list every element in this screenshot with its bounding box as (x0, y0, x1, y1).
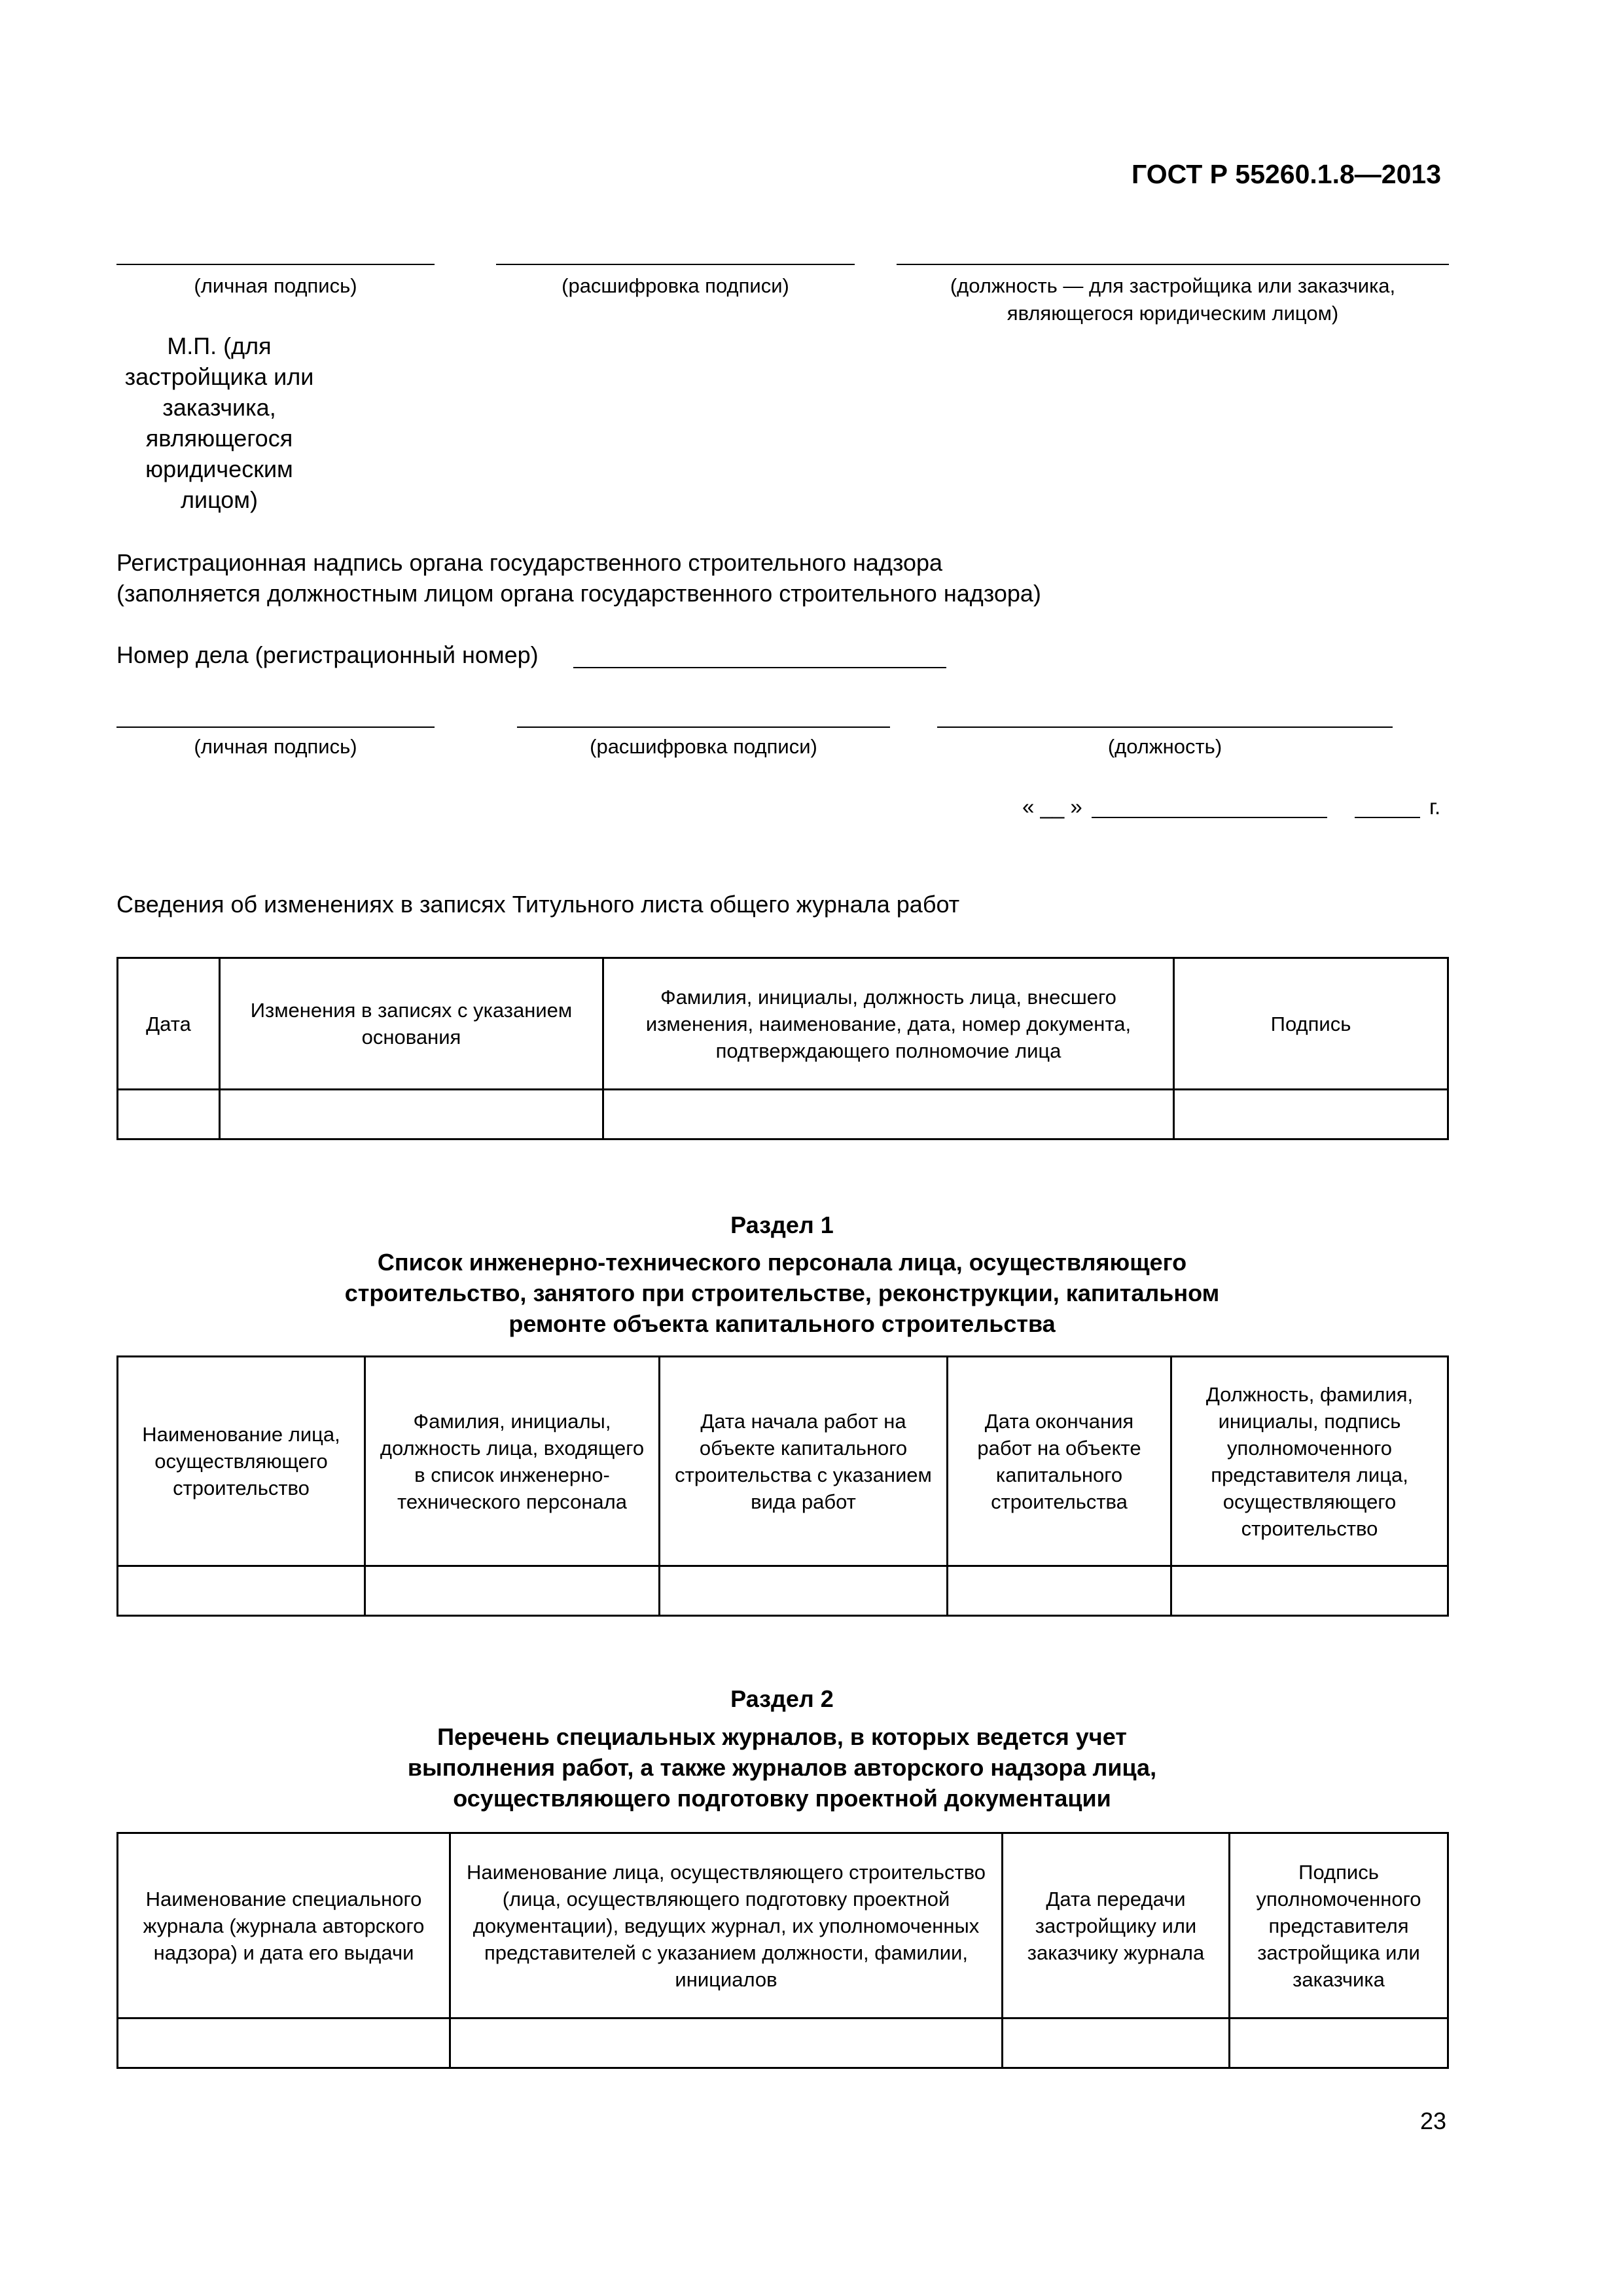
section1-title-line3: ремонте объекта капитального строительства (508, 1310, 1056, 1337)
column-header: Наименование лица, осуществляющего строительство (118, 1357, 365, 1566)
table-cell[interactable] (1171, 1566, 1448, 1616)
column-header: Подпись (1174, 958, 1448, 1090)
personal-signature-caption: (личная подпись) (194, 274, 357, 297)
special-journals-table (116, 1832, 1449, 2069)
table-cell[interactable] (118, 1090, 220, 1139)
column-header: Должность, фамилия, инициалы, подпись уполномоченного представителя лица, осуществляющего строительство (1171, 1357, 1448, 1566)
date-year-field[interactable] (1355, 817, 1420, 818)
position-line (897, 264, 1449, 265)
table-row (118, 1566, 1448, 1616)
transcript-line (517, 726, 890, 728)
signature-line (116, 726, 435, 728)
section1-title-line1: Список инженерно-технического персонала лица, осуществляющего (377, 1249, 1187, 1276)
table-header-row (118, 1833, 1448, 2018)
position-caption-line2: являющегося юридическим лицом) (1007, 302, 1339, 325)
table-cell[interactable] (603, 1090, 1174, 1139)
column-header: Наименование лица, осуществляющего строительство (лица, осуществляющего подготовку проектной документации), ведущих журнал, их уполномоченных представителей с указанием должности, фамилии, инициалов (450, 1833, 1003, 2018)
section1-label: Раздел 1 (730, 1211, 834, 1238)
section2-title-line1: Перечень специальных журналов, в которых ведется учет (437, 1723, 1127, 1750)
page-number: 23 (1419, 2108, 1446, 2134)
table-cell[interactable] (660, 1566, 948, 1616)
personal-signature-caption: (личная подпись) (194, 735, 357, 758)
year-suffix: г. (1429, 795, 1441, 819)
changes-table (116, 957, 1449, 1140)
signature-line (116, 264, 435, 265)
column-header: Дата окончания работ на объекте капитального строительства (948, 1357, 1171, 1566)
table-row (118, 1090, 1448, 1139)
case-number-field[interactable] (573, 667, 946, 668)
signature-transcript-caption: (расшифровка подписи) (590, 735, 817, 758)
table-header-row (118, 1357, 1448, 1566)
section2-title-line3: осуществляющего подготовку проектной документации (453, 1785, 1111, 1812)
section2-label: Раздел 2 (730, 1685, 834, 1712)
case-number-label: Номер дела (регистрационный номер) (116, 641, 539, 668)
column-header: Подпись уполномоченного представителя застройщика или заказчика (1230, 1833, 1448, 2018)
table-cell[interactable] (220, 1090, 603, 1139)
signature-transcript-caption: (расшифровка подписи) (562, 274, 789, 297)
table-row (118, 2018, 1448, 2068)
date-day: « __ » (1022, 795, 1082, 819)
column-header: Наименование специального журнала (журнала авторского надзора) и дата его выдачи (118, 1833, 450, 2018)
column-header: Фамилия, инициалы, должность лица, внесшего изменения, наименование, дата, номер документа, подтверждающего полномочие лица (603, 958, 1174, 1090)
document-code: ГОСТ Р 55260.1.8—2013 (1132, 159, 1441, 189)
section2-title-line2: выполнения работ, а также журналов авторского надзора лица, (407, 1754, 1157, 1781)
registration-line1: Регистрационная надпись органа государственного строительного надзора (116, 549, 943, 576)
engineering-staff-table (116, 1355, 1449, 1617)
position-caption-line1: (должность — для застройщика или заказчика, (950, 274, 1396, 297)
column-header: Дата передачи застройщику или заказчику журнала (1003, 1833, 1230, 2018)
table-cell[interactable] (948, 1566, 1171, 1616)
column-header: Фамилия, инициалы, должность лица, входящего в список инженерно-технического персонала (365, 1357, 660, 1566)
table-header-row (118, 958, 1448, 1090)
position-caption (897, 272, 1449, 327)
table-cell[interactable] (1174, 1090, 1448, 1139)
position-caption: (должность) (1107, 735, 1222, 758)
column-header: Изменения в записях с указанием основания (220, 958, 603, 1090)
table-cell[interactable] (365, 1566, 660, 1616)
transcript-line (496, 264, 855, 265)
table-cell[interactable] (118, 1566, 365, 1616)
table-cell[interactable] (118, 2018, 450, 2068)
table-cell[interactable] (1230, 2018, 1448, 2068)
stamp-note: М.П. (для застройщика или заказчика, являющегося юридическим лицом) (124, 332, 314, 513)
table-cell[interactable] (1003, 2018, 1230, 2068)
column-header: Дата (118, 958, 220, 1090)
registration-line2: (заполняется должностным лицом органа государственного строительного надзора) (116, 580, 1041, 607)
date-month-field[interactable] (1092, 817, 1327, 818)
column-header: Дата начала работ на объекте капитального строительства с указанием вида работ (660, 1357, 948, 1566)
section1-title-line2: строительство, занятого при строительстве, реконструкции, капитальном (344, 1280, 1220, 1306)
table-cell[interactable] (450, 2018, 1003, 2068)
changes-intro: Сведения об изменениях в записях Титульного листа общего журнала работ (116, 891, 960, 918)
position-line (937, 726, 1393, 728)
